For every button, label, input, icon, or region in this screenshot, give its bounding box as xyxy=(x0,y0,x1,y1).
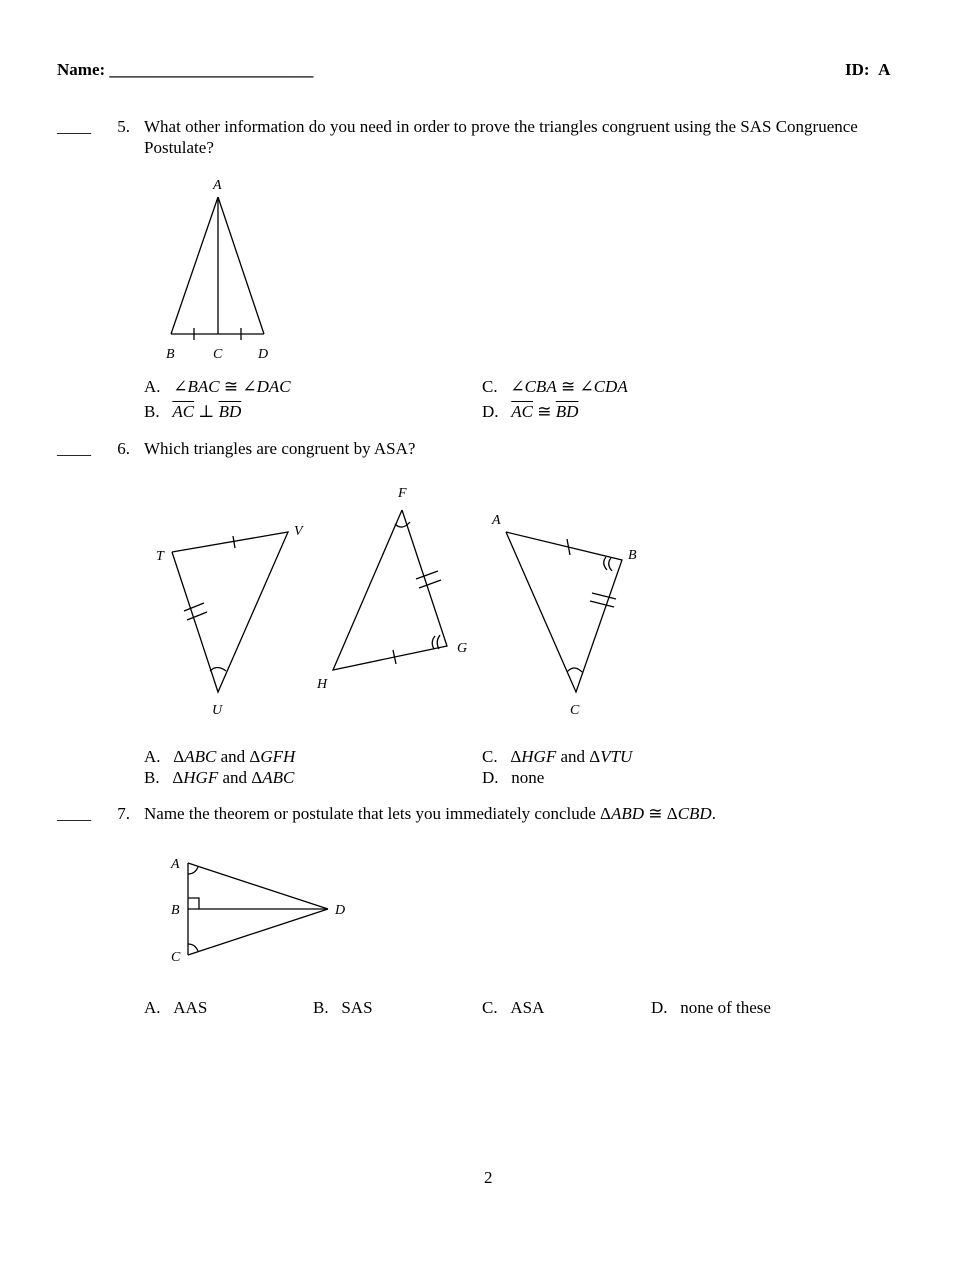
q6-text: Which triangles are congruent by ASA? xyxy=(144,439,416,458)
q6-tick-tu-2 xyxy=(187,612,207,620)
q5-number: 5. xyxy=(117,117,130,136)
q6-label-f: F xyxy=(398,486,407,501)
q6-tick-fg-1 xyxy=(416,571,438,579)
q7-segment-cd xyxy=(188,909,328,955)
q6-label-a: A xyxy=(492,513,501,528)
q7-angle-c xyxy=(188,944,198,951)
q7-segment-ad xyxy=(188,863,328,909)
q7-choice-b[interactable]: B. SAS xyxy=(313,998,373,1017)
q6-label-t: T xyxy=(156,549,164,564)
id-field xyxy=(845,60,890,80)
q6-angle-u xyxy=(210,668,226,672)
q7-number: 7. xyxy=(117,804,130,823)
q6-angle-c xyxy=(567,668,582,672)
q6-tick-tu-1 xyxy=(184,603,204,611)
q6-label-g: G xyxy=(457,641,468,656)
q5-answer-blank[interactable]: ____ xyxy=(57,117,91,136)
q5-text-line2: Postulate? xyxy=(144,138,214,157)
q6-choice-d[interactable]: D. none xyxy=(482,768,545,787)
name-blank: ________________________ xyxy=(109,60,314,79)
q6-triangle-tvu xyxy=(172,532,288,692)
q5-text-line1: What other information do you need in order to prove the triangles congruent using the SAS Congruence xyxy=(144,117,858,136)
name-field xyxy=(57,60,313,80)
q6-angle-b-1 xyxy=(604,557,607,570)
q6-tick-bc-2 xyxy=(590,601,614,607)
q7-choice-d[interactable]: D. none of these xyxy=(651,998,771,1017)
q5-side-ad xyxy=(218,197,264,334)
q6-triangle-fgh xyxy=(333,510,447,670)
q6-label-v: V xyxy=(294,524,303,539)
q7-figure xyxy=(165,850,365,970)
q6-choice-b[interactable]: B. ΔHGF and ΔABC xyxy=(144,768,295,787)
name-label: Name: xyxy=(57,60,110,79)
q5-side-ab xyxy=(171,197,218,334)
id-label: ID: xyxy=(845,60,870,79)
q6-tick-bc-1 xyxy=(592,593,616,599)
q6-label-c: C xyxy=(570,703,580,718)
q5-label-c: C xyxy=(213,347,223,362)
q5-choice-d[interactable]: D. $\overline{AC}$ ≅ $\overline{BD}$ xyxy=(482,402,579,421)
q6-triangle-abc xyxy=(506,532,622,692)
q5-choice-a[interactable]: A. ∠BAC ≅ ∠DAC xyxy=(144,377,291,396)
q6-label-h: H xyxy=(317,677,328,692)
q6-number: 6. xyxy=(117,439,130,458)
q7-right-angle-mark xyxy=(188,898,199,909)
q6-answer-blank[interactable]: ____ xyxy=(57,439,91,458)
q6-label-u: U xyxy=(212,703,223,718)
q7-answer-blank[interactable]: ____ xyxy=(57,804,91,823)
q5-figure xyxy=(160,175,290,370)
q5-label-d: D xyxy=(258,347,269,362)
q6-figure xyxy=(150,480,650,725)
q7-angle-a xyxy=(188,867,198,874)
q7-text: Name the theorem or postulate that lets you immediately conclude ΔABD ≅ ΔCBD. xyxy=(144,804,716,823)
q6-tick-fg-2 xyxy=(419,580,441,588)
q6-choice-a[interactable]: A. ΔABC and ΔGFH xyxy=(144,747,296,766)
q7-choice-c[interactable]: C. ASA xyxy=(482,998,545,1017)
q5-label-a: A xyxy=(213,178,222,193)
q6-angle-b-2 xyxy=(609,558,612,571)
q7-choice-a[interactable]: A. AAS xyxy=(144,998,208,1017)
id-value: A xyxy=(878,60,891,79)
q5-choice-b[interactable]: B. $\overline{AC}$ ⊥ $\overline{BD}$ xyxy=(144,402,242,421)
q6-angle-g-1 xyxy=(432,636,435,649)
q7-label-d: D xyxy=(335,903,346,918)
q7-label-a: A xyxy=(171,857,180,872)
q6-label-b: B xyxy=(628,548,637,563)
q5-label-b: B xyxy=(166,347,175,362)
q6-choice-c[interactable]: C. ΔHGF and ΔVTU xyxy=(482,747,633,766)
q7-label-c: C xyxy=(171,950,181,965)
q5-choice-c[interactable]: C. ∠CBA ≅ ∠CDA xyxy=(482,377,628,396)
q7-label-b: B xyxy=(171,903,180,918)
page-number: 2 xyxy=(484,1168,493,1187)
